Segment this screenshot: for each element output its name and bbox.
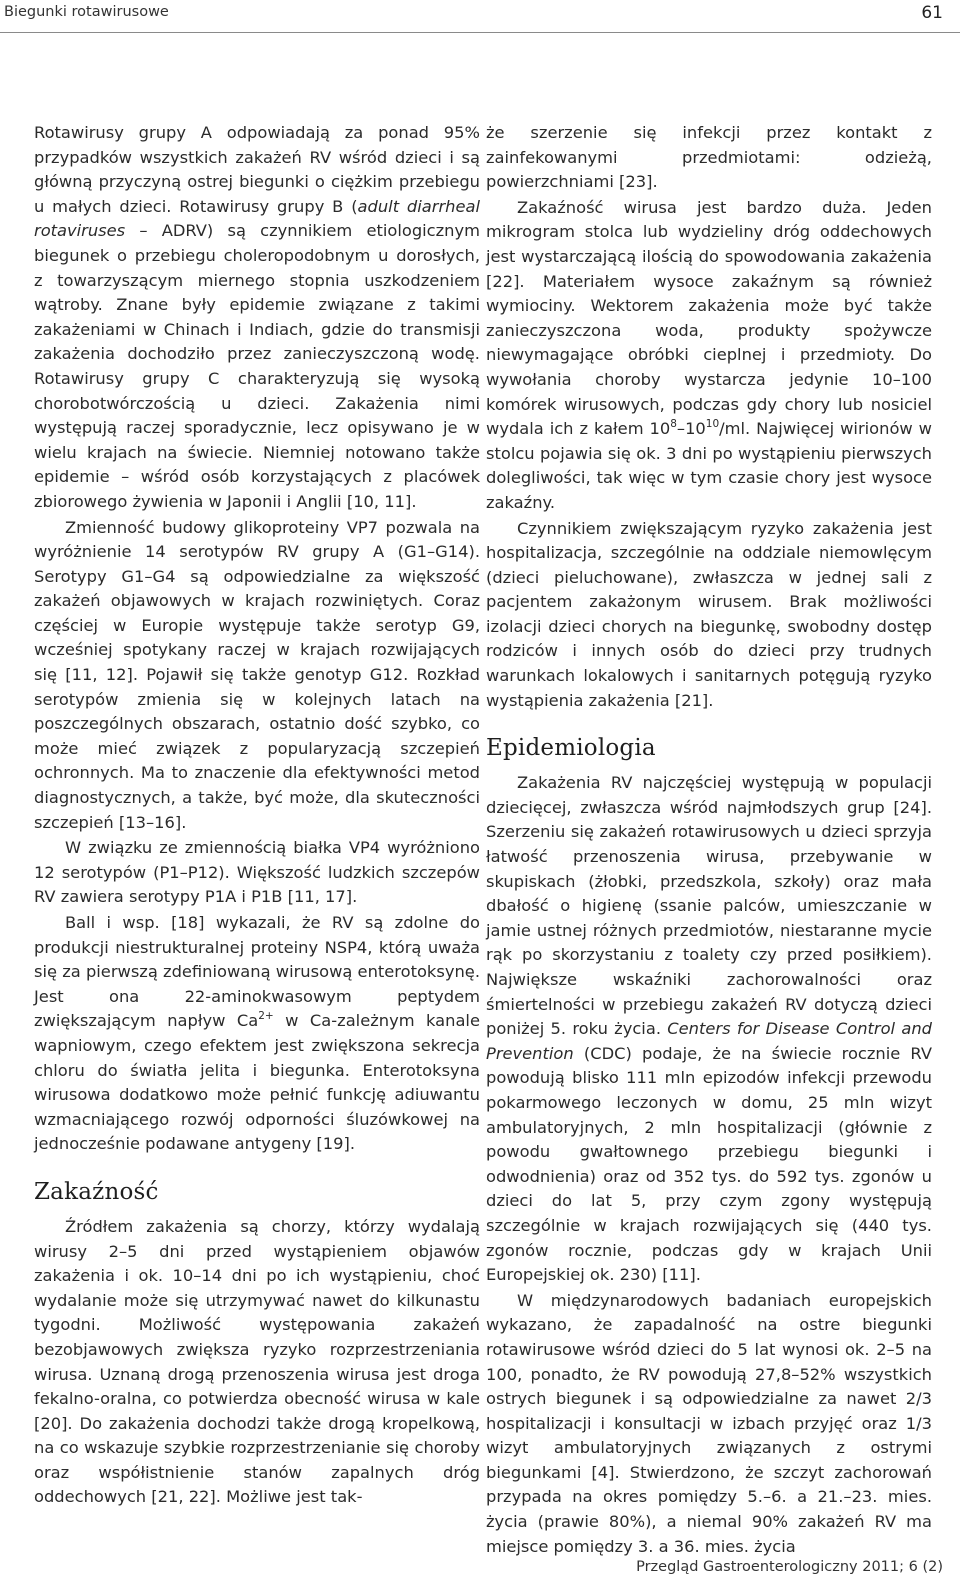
superscript: 8 — [670, 418, 677, 431]
paragraph-vp4-serotypes: W związku ze zmiennością białka VP4 wyróżniono 12 serotypów (P1–P12). Większość ludzkich szczepów RV zawiera serotypy P1A i P1B [11, 17]. — [34, 838, 480, 907]
paragraph-hospitalization-risk: Czynnikiem zwiększającym ryzyko zakażenia jest hospitalizacja, szczególnie na oddziale niemowlęcym (dzieci pieluchowane), zwłaszcza w jednej sali z pacjentem zakażonym wirusem. Brak możliwości izolacji dzieci chorych na biegunkę, swobodny dostęp rodziców i innych osób do dzieci przy trudnych warunkach lokalowych i sanitarnych potęgują ryzyko wystąpienia zakażenia [21]. — [486, 518, 932, 710]
section-heading-zakaznosc: Zakaźność — [34, 1178, 159, 1205]
section-heading-epidemiologia: Epidemiologia — [486, 735, 656, 762]
paragraph-european-studies: W międzynarodowych badaniach europejskich wykazano, że zapadalność na ostre biegunki rotawirusowe wśród dzieci do 5 lat wynosi ok. 2–5 na 100, ponadto, że RV powodują 27,8–52% wszystkich ostrych biegunek i są odpowiedzialne za nawet 2/3 hospitalizacji i konsultacji w izbach przyjęć oraz 1/3 wizyt ambulatoryjnych związanych z ostrymi biegunkami [4]. Stwierdzono, że szczyt zachorowań przypada na okres pomiędzy 5.–6. a 21.–23. mies. życia (prawie 80%), a niemal 90% zakażeń RV ma miejsce pomiędzy 3. a 36. mies. życia — [486, 1290, 932, 1556]
italic-term: adult diarrheal rotaviruses — [34, 196, 480, 241]
paragraph-infection-source: Źródłem zakażenia są chorzy, którzy wydalają wirusy 2–5 dni przed wystąpieniem objawów zakażenia i ok. 10–14 dni po ich wystąpieniu, choć wydalanie może się utrzymywać nawet do kilkunastu tygodni. Możliwość występowania zakażeń bezobjawowych zwiększa ryzyko rozprzestrzeniania wirusa. Uznaną drogą przenoszenia wirusa jest droga fekalno-oralna, co potwierdza obecność wirusa w kale [20]. Do zakażenia dochodzi także drogą kropelkową, na co wskazuje szybkie rozprzestrzenianie się choroby oraz współistnienie stanów zapalnych dróg oddechowych [21, 22]. Możliwe jest tak- — [34, 1216, 480, 1507]
superscript: 10 — [705, 418, 720, 431]
paragraph-epidemiology: Zakażenia RV najczęściej występują w populacji dziecięcej, zwłaszcza wśród najmłodszych grup [24]. Szerzeniu się zakażeń rotawirusowych u dzieci sprzyja łatwość przenoszenia wirusa, przebywanie w skupiskach (żłobki, przedszkola, szkoły) oraz mała dbałość o higienę (ssanie palców, umieszczanie w jamie ustnej różnych przedmiotów, niestaranne mycie rąk po skorzystaniu z toalety czy przed posiłkiem). Największe wskaźniki zachorowalności oraz śmiertelności w przebiegu zakażeń RV dotyczą dzieci poniżej 5. roku życia. Centers for Disease Control and Prevention (CDC) podaje, że na świecie rocznie RV powodują blisko 111 mln epizodów infekcji przewodu pokarmowego leczonych w domu, 25 mln wizyt ambulatoryjnych, 2 mln hospitalizacji (głównie z powodu gwałtownego przebiegu biegunki i odwodnienia) oraz od 352 tys. do 592 tys. zgonów u dzieci do lat 5, przy czym zgony występują szczególnie w krajach rozwijających się (440 tys. zgonów rocznie, podczas gdy w krajach Unii Europejskiej ok. 230) [11]. — [486, 773, 932, 1285]
superscript: 2+ — [258, 1010, 274, 1023]
header-divider — [0, 32, 960, 33]
page-number: 61 — [921, 3, 943, 23]
italic-term: Centers for Disease Control and Prevention — [486, 1019, 932, 1063]
running-title: Biegunki rotawirusowe — [4, 4, 169, 20]
running-header — [0, 0, 960, 44]
right-column — [486, 121, 932, 1560]
paragraph-rotavirus-groups: Rotawirusy grupy A odpowiadają za ponad 95% przypadków wszystkich zakażeń RV wśród dzieci i są główną przyczyną ostrej biegunki o ciężkim przebiegu u małych dzieci. Rotawirusy grupy B (adult diarrheal rotaviruses – ADRV) są czynnikiem etiologicznym biegunek o przebiegu choleropodobnym u dorosłych, z towarzyszącym miernego stopnia uszkodzeniem wątroby. Znane były epidemie związane z takimi zakażeniami w Chinach i Indiach, gdzie do transmisji zakażenia dochodziło przez zanieczyszczoną wodę. Rotawirusy grupy C charakteryzują się wysoką chorobotwórczością u dzieci. Zakażenia nimi występują raczej sporadycznie, lecz opisywano je w wielu krajach na świecie. Niemniej notowano także epidemie – wśród osób korzystających z placówek zbiorowego żywienia w Japonii i Anglii [10, 11]. — [34, 123, 480, 511]
paragraph-infectivity: Zakaźność wirusa jest bardzo duża. Jeden mikrogram stolca lub wydzieliny dróg oddechowych jest wystarczającą ilością do spowodowania zakażenia [22]. Materiałem wysoce zakaźnym są również wymiociny. Wektorem zakażenia może być także zanieczyszczona woda, produkty spożywcze niewymagające obróbki cieplnej i przedmioty. Do wywołania choroby wystarcza jedynie 10–100 komórek wirusowych, podczas gdy chory lub nosiciel wydala ich z kałem $10^8-10^{10}/ml$. Najwięcej wirionów w stolcu pojawia się ok. 3 dni po wystąpieniu pierwszych dolegliwości, tak więc w tym czasie chory jest wysoce zakaźny. — [486, 197, 932, 512]
paragraph-nsp4-enterotoxin: Ball i wsp. [18] wykazali, że RV są zdolne do produkcji niestrukturalnej proteiny NSP4, którą uważa się za pierwszą zdefiniowaną wirusową enterotoksynę. Jest ona 22-aminokwasowym peptydem zwiększającym napływ $Ca^{2+}$ w Ca-zależnym kanale wapniowym, czego efektem jest zwiększona sekrecja chloru do światła jelita i biegunka. Enterotoksyna wirusowa dodatkowo może pełnić funkcję adiuwantu wzmacniającego rozwój odporności śluzówkowej na jednocześnie podawane antygeny [19]. — [34, 913, 480, 1154]
journal-footer: Przegląd Gastroenterologiczny 2011; 6 (2) — [636, 1559, 943, 1575]
paragraph-contact-transmission: że szerzenie się infekcji przez kontakt z zainfekowanymi przedmiotami: odzieżą, powierzchniami [23]. — [486, 123, 932, 192]
left-column — [34, 121, 480, 1511]
paragraph-vp7-serotypes: Zmienność budowy glikoproteiny VP7 pozwala na wyróżnienie 14 serotypów RV grupy A (G1–G14). Serotypy G1–G4 są odpowiedzialne za większość zakażeń objawowych w krajach rozwiniętych. Coraz częściej w Europie występuje także serotyp G9, wcześniej spotykany raczej w krajach rozwijających się [11, 12]. Pojawił się także genotyp G12. Rozkład serotypów zmienia się w kolejnych latach na poszczególnych obszarach, ostatnio dość szybko, co może mieć związek z popularyzacją szczepień ochronnych. Ma to znaczenie dla efektywności metod diagnostycznych, a także, być może, dla skuteczności szczepień [13–16]. — [34, 517, 480, 832]
